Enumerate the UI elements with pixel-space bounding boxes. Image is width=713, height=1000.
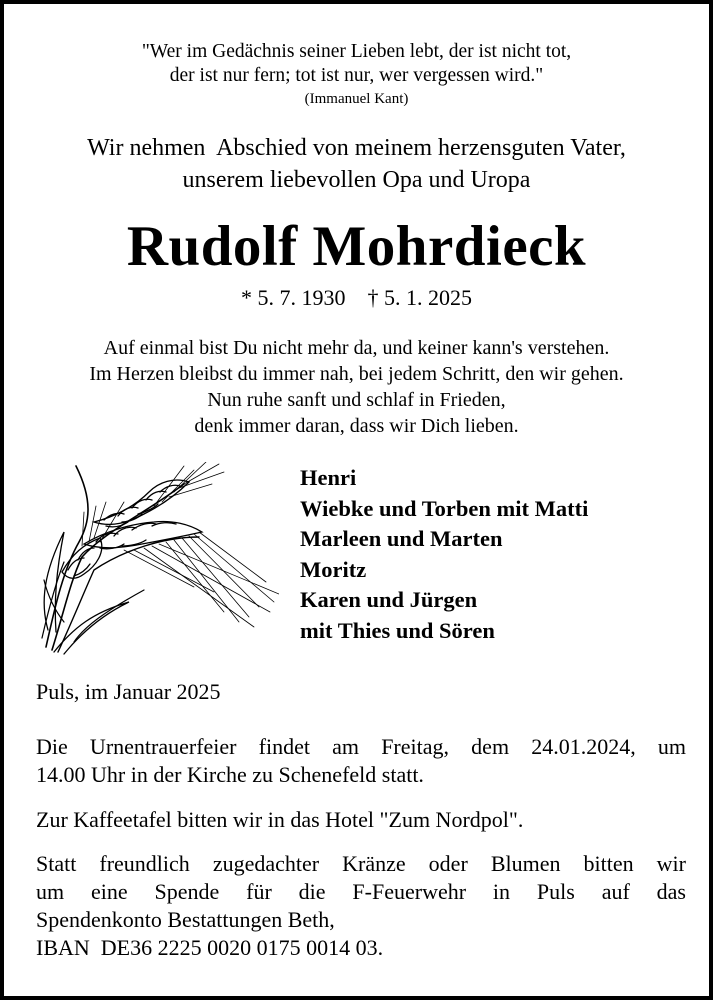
mourner-name: Karen und Jürgen	[300, 587, 478, 612]
donation-line-2: um eine Spende für die F-Feuerwehr in Puls auf das	[36, 879, 686, 904]
poem-line: Auf einmal bist Du nicht mehr da, und keiner kann's verstehen.	[103, 337, 610, 359]
donation-line-1: Statt freundlich zugedachter Kränze oder Blumen bitten wir	[36, 851, 686, 876]
poem-line: Nun ruhe sanft und schlaf in Frieden,	[207, 389, 506, 411]
place-and-date: Puls, im Januar 2025	[36, 679, 221, 704]
death-date: † 5. 1. 2025	[367, 285, 472, 310]
farewell-intro	[4, 132, 709, 196]
poem-line: Im Herzen bleibst du immer nah, bei jedem Schritt, den wir gehen.	[89, 363, 624, 385]
quote-author: (Immanuel Kant)	[304, 91, 409, 107]
ceremony-line-1: Die Urnentrauerfeier findet am Freitag, dem 24.01.2024, um	[36, 734, 686, 759]
quote-line-1: "Wer im Gedächnis seiner Lieben lebt, der ist nicht tot,	[141, 41, 572, 62]
mourner-name: Wiebke und Torben mit Matti	[300, 495, 589, 521]
wheat-ears-icon	[34, 462, 279, 662]
intro-line-1: Wir nehmen Abschied von meinem herzensguten Vater,	[87, 135, 626, 161]
life-dates	[4, 285, 709, 311]
mourner-name: Marleen und Marten	[300, 526, 503, 551]
poem-line: denk immer daran, dass wir Dich lieben.	[194, 415, 519, 437]
mourners-list	[300, 463, 588, 646]
deceased-name: Rudolf Mohrdieck	[126, 215, 587, 278]
ceremony-info	[36, 733, 686, 789]
kant-quote	[4, 40, 709, 88]
memorial-poem	[4, 335, 709, 439]
birth-date: * 5. 7. 1930	[241, 285, 346, 310]
intro-line-2: unserem liebevollen Opa und Uropa	[182, 167, 531, 193]
donation-info	[36, 850, 686, 962]
mourner-name: Henri	[300, 465, 357, 490]
mourner-name: Moritz	[300, 556, 367, 582]
donation-iban: IBAN DE36 2225 0020 0175 0014 03.	[36, 935, 384, 960]
ceremony-line-2: 14.00 Uhr in der Kirche zu Schenefeld statt.	[36, 762, 424, 787]
quote-line-2: der ist nur fern; tot ist nur, wer vergessen wird."	[169, 65, 544, 86]
donation-line-3: Spendenkonto Bestattungen Beth,	[36, 907, 335, 932]
mourner-name: mit Thies und Sören	[300, 617, 495, 643]
coffee-reception-info: Zur Kaffeetafel bitten wir in das Hotel "Zum Nordpol".	[36, 807, 524, 832]
